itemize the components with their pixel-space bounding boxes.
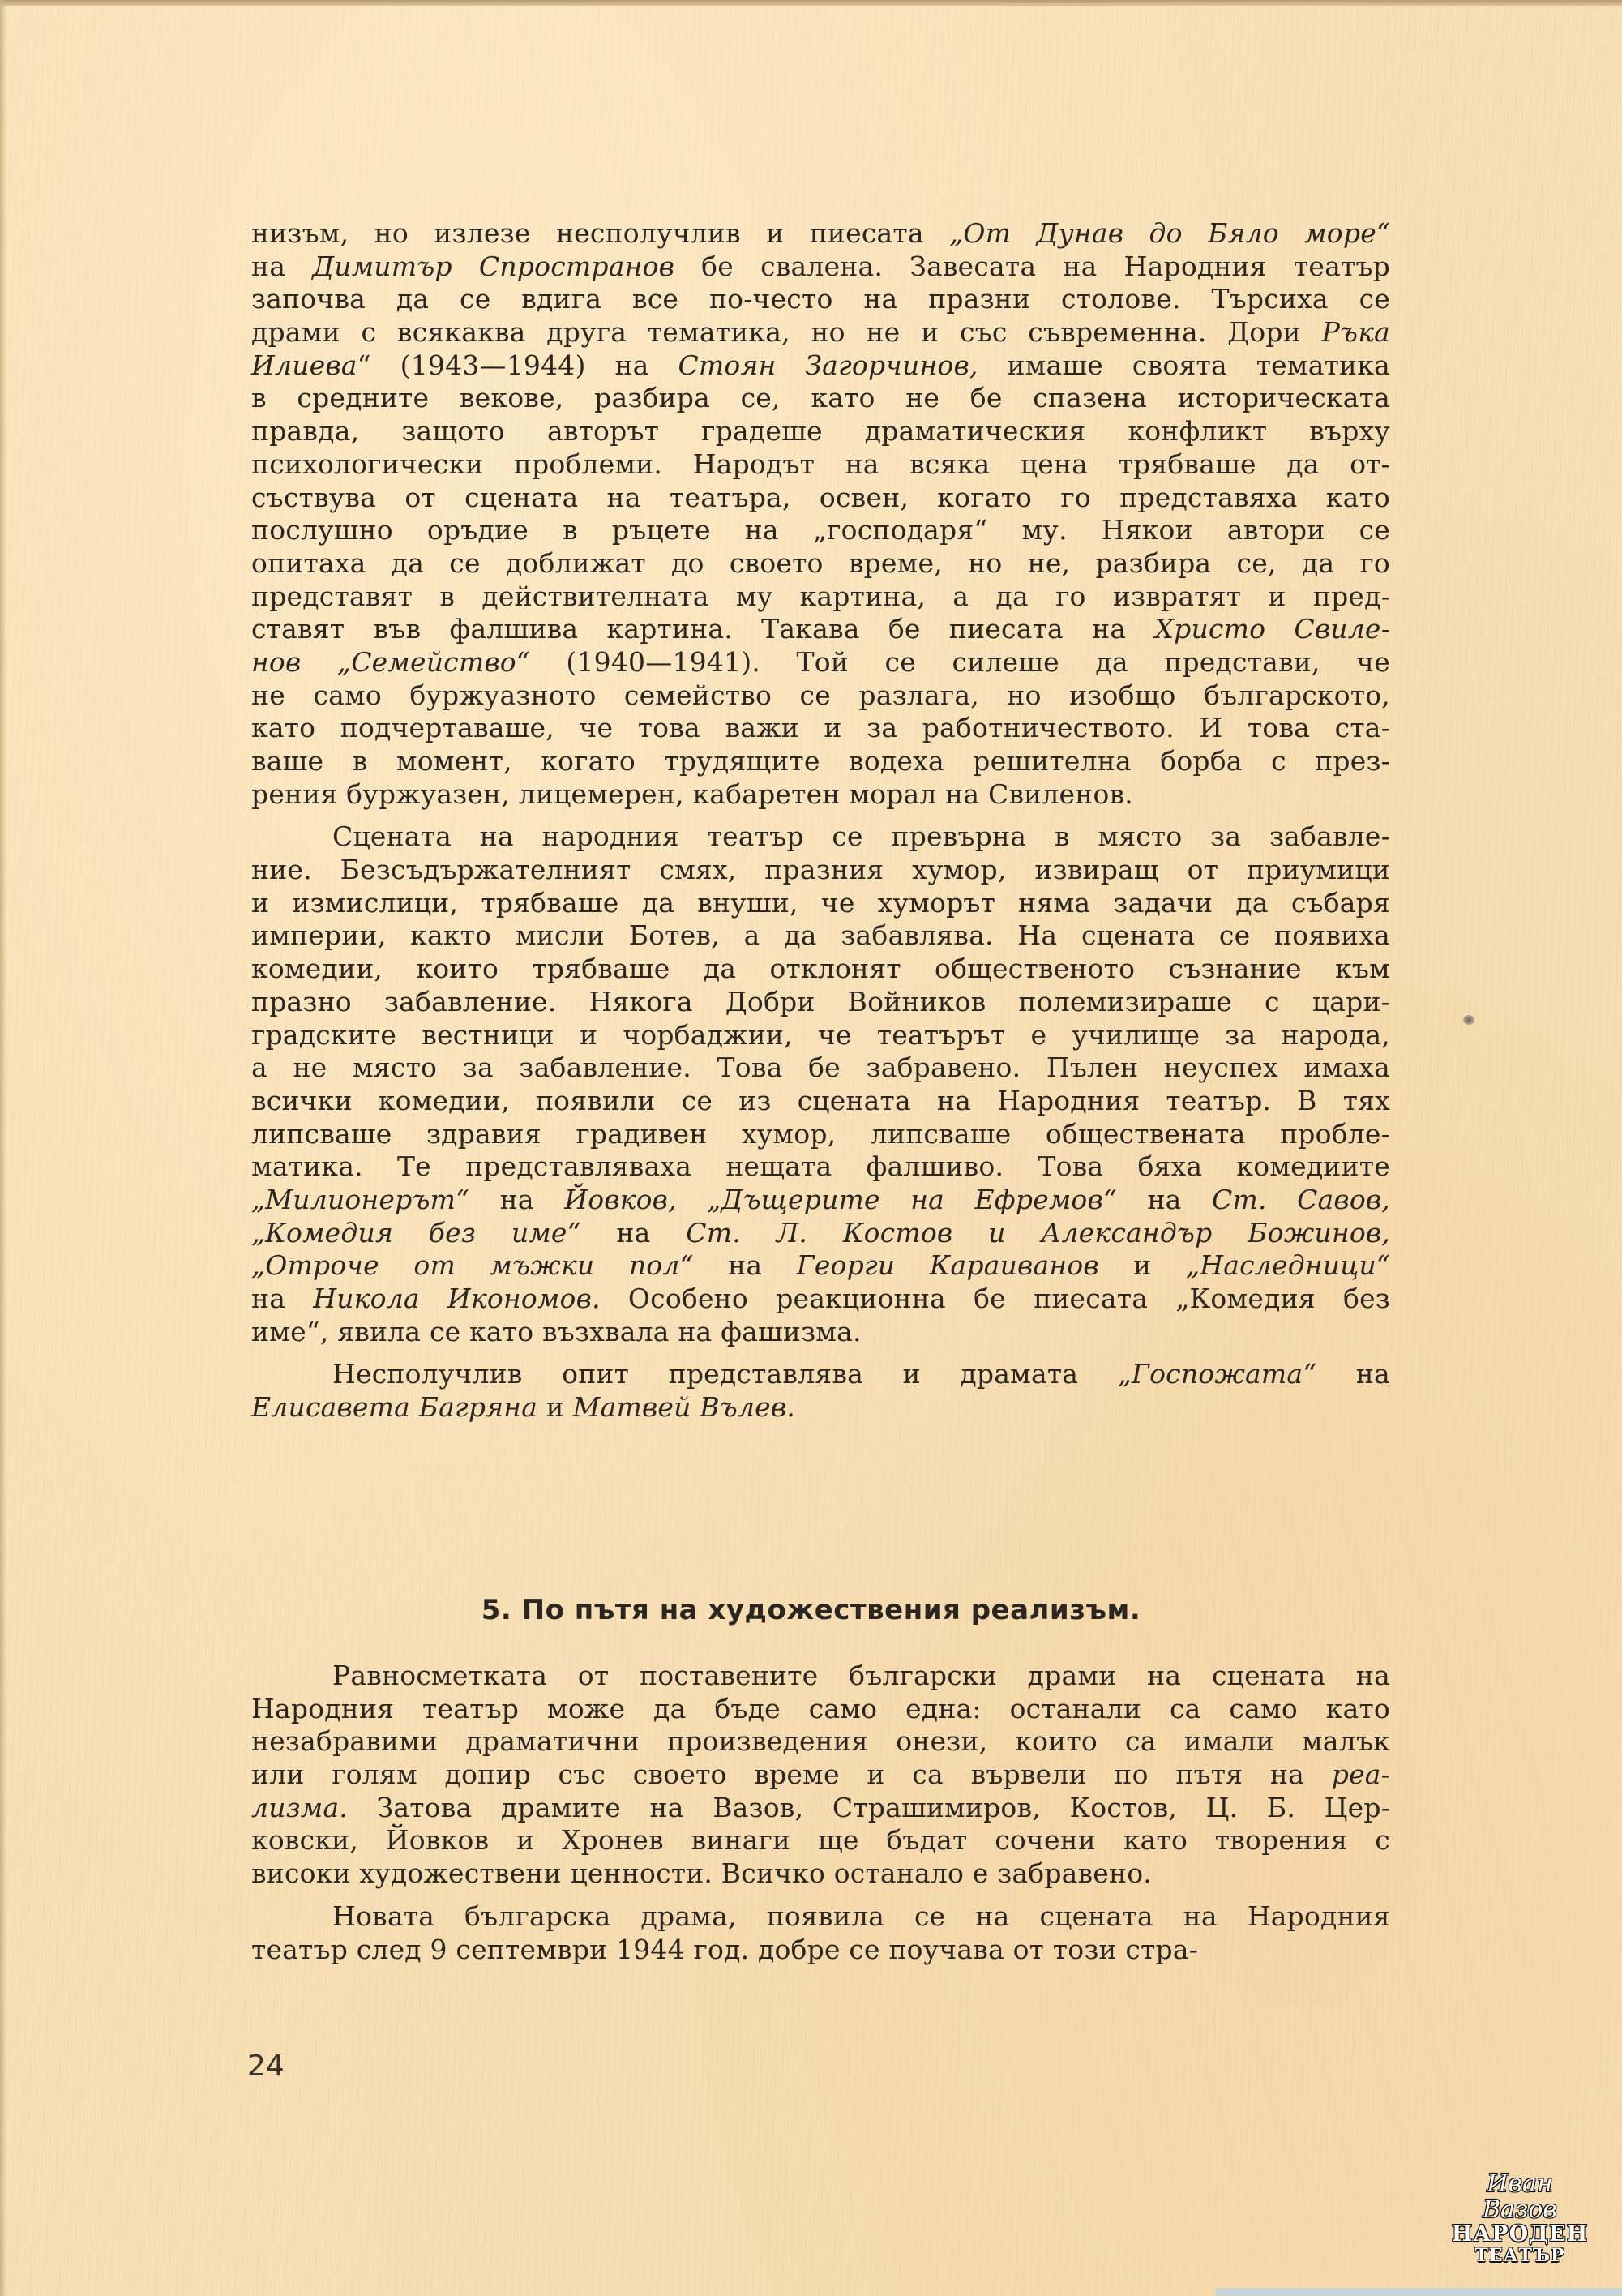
paragraph <box>251 217 1390 811</box>
italic-segment: „Отроче от мъжки пол“ <box>251 1249 694 1282</box>
text-line <box>251 1085 1390 1118</box>
italic-segment: Илиева <box>251 349 357 381</box>
logo-line-1: НАРОДЕН <box>1451 2221 1589 2247</box>
italic-segment: Ръка <box>1321 316 1390 349</box>
text-line <box>251 745 1390 778</box>
text-segment: (1940—1941). Той се силеше да представи, че <box>529 645 1390 678</box>
text-segment: високи художествени ценности. Всичко останало е забравено. <box>251 1857 1152 1890</box>
italic-segment: „Дъщерите на Ефремов“ <box>707 1183 1117 1215</box>
italic-segment: Георги Караиванов <box>796 1249 1099 1282</box>
page-number: 24 <box>247 2050 285 2083</box>
paragraph <box>251 1660 1390 1891</box>
italic-segment: „Комедия без име“ <box>251 1216 581 1249</box>
italic-segment: Матвей Вълев. <box>572 1391 795 1424</box>
text-segment: Народния театър може да бъде само една: останали са само като <box>251 1692 1390 1724</box>
text-segment: ваше в момент, когато трудящите водеха решителна борба с през- <box>251 745 1390 777</box>
text-segment: бе свалена. Завесата на Народния театър <box>674 250 1391 282</box>
italic-segment: „Наследници“ <box>1185 1249 1390 1282</box>
italic-segment: нов „Семейство“ <box>251 645 530 678</box>
text-line <box>251 613 1390 646</box>
text-segment: психологически проблеми. Народът на всяка цена трябваше да от- <box>251 448 1390 480</box>
text-segment: Особено реакционна бе пиесата „Комедия без <box>600 1283 1390 1314</box>
text-line <box>251 1857 1390 1891</box>
italic-segment: Ст. Савов, <box>1212 1183 1390 1215</box>
paper-speck <box>1463 1015 1474 1025</box>
text-segment: на <box>251 1283 314 1314</box>
italic-segment: „Госпожата“ <box>1117 1358 1317 1390</box>
text-segment: Новата българска драма, появила се на сцената на Народния <box>332 1900 1390 1932</box>
text-segment: липсваше здравия градивен хумор, липсваше обществената пробле- <box>251 1117 1390 1150</box>
text-line <box>251 1184 1390 1217</box>
text-line <box>251 482 1390 515</box>
text-line <box>251 1019 1390 1052</box>
text-line <box>251 1693 1390 1726</box>
text-line <box>251 953 1390 986</box>
text-segment: театър след 9 септември 1944 год. добре се поучава от този стра- <box>251 1933 1199 1965</box>
text-segment: имаше своята тематика <box>978 349 1391 381</box>
text-segment: незабравими драматични произведения онези, които са имали малък <box>251 1725 1390 1758</box>
text-line <box>251 1150 1390 1184</box>
text-segment: на <box>251 250 313 282</box>
text-line <box>251 1900 1390 1934</box>
text-segment: ние. Безсъдържателният смях, празния хумор, извиращ от приумици <box>251 854 1390 886</box>
text-segment: започва да се вдига все по-често на празни столове. Търсиха се <box>251 283 1390 315</box>
body-text-before-heading <box>251 217 1390 1424</box>
text-line <box>251 349 1390 383</box>
paragraph <box>251 1900 1390 1966</box>
text-segment: градските вестници и чорбаджии, че театърът е училище за народа, <box>251 1018 1390 1051</box>
paragraph-gap <box>251 1348 1390 1358</box>
text-line <box>251 1316 1390 1349</box>
text-line <box>251 712 1390 745</box>
text-segment: име“, явила се като възхвала на фашизма. <box>251 1315 862 1347</box>
text-line <box>251 854 1390 887</box>
national-theatre-logo <box>1451 2170 1589 2266</box>
italic-segment: Стоян Загорчинов, <box>678 349 978 381</box>
italic-segment: Димитър Спространов <box>312 250 674 282</box>
text-segment: комедии, които трябваше да отклонят общественото съзнание към <box>251 953 1390 985</box>
text-line <box>251 1725 1390 1758</box>
text-segment: низъм, но излезе несполучлив и пиесата <box>251 217 950 249</box>
text-line <box>251 1217 1390 1250</box>
text-segment: рения буржуазен, лицемерен, кабаретен морал на Свиленов. <box>251 777 1134 810</box>
text-line <box>251 820 1390 854</box>
page-left-edge <box>0 0 6 2296</box>
text-segment: ковски, Йовков и Хронев винаги ще бъдат сочени като творения с <box>251 1824 1390 1857</box>
paragraph <box>251 820 1390 1348</box>
page-top-edge <box>0 0 1622 6</box>
text-line <box>251 514 1390 547</box>
text-segment: ставят във фалшива картина. Такава бе пиесата на <box>251 613 1155 645</box>
text-segment: Несполучлив опит представлява и драмата <box>332 1358 1118 1390</box>
body-text-after-heading <box>251 1660 1390 1966</box>
text-segment: и измислици, трябваше да внуши, че хуморът няма задачи да събаря <box>251 886 1390 919</box>
text-line <box>251 382 1390 415</box>
text-segment: опитаха да се доближат до своето време, но не, разбира се, да го <box>251 546 1390 579</box>
text-segment: Затова драмите на Вазов, Страшимиров, Костов, Ц. Б. Цер- <box>348 1791 1390 1823</box>
logo-script: Иван Вазов <box>1483 2170 1557 2224</box>
text-segment: Равносметката от поставените български драми на сцената на <box>332 1660 1390 1691</box>
italic-segment: „От Дунав до Бяло море“ <box>949 217 1390 249</box>
text-segment: като подчертаваше, че това важи и за работничеството. И това ста- <box>251 712 1390 744</box>
text-line <box>251 887 1390 920</box>
text-segment: на <box>1116 1183 1212 1215</box>
text-line <box>251 646 1390 679</box>
text-segment: или голям допир със своето време и са вървели по пътя на <box>251 1758 1332 1791</box>
text-segment: “ (1943—1944) на <box>357 349 678 381</box>
italic-segment: „Милионерът“ <box>251 1183 470 1215</box>
text-line <box>251 1391 1390 1424</box>
italic-segment: Никола Икономов. <box>313 1283 601 1314</box>
logo-line-2: ТЕАТЪР <box>1474 2245 1565 2266</box>
text-line <box>251 316 1390 349</box>
text-segment: празно забавление. Някога Добри Войников полемизираше с цари- <box>251 985 1390 1017</box>
text-segment: не само буржуазното семейство се разлага, но изобщо българското, <box>251 679 1390 711</box>
text-line <box>251 547 1390 580</box>
text-line <box>251 919 1390 953</box>
text-line <box>251 1358 1390 1391</box>
italic-segment: Ст. Л. Костов и Александър Божинов, <box>686 1216 1390 1249</box>
text-segment: а не място за забавление. Това бе забравено. Пълен неуспех имаха <box>251 1052 1390 1084</box>
text-segment: представят в действителната му картина, а да го извратят и пред- <box>251 580 1390 612</box>
italic-segment: реа- <box>1331 1758 1390 1791</box>
text-segment: всички комедии, появили се из сцената на Народния театър. В тях <box>251 1084 1390 1116</box>
text-segment: правда, защото авторът градеше драматическия конфликт върху <box>251 415 1390 448</box>
text-segment: на <box>580 1216 687 1249</box>
text-segment: матика. Те представляваха нещата фалшиво. Това бяха комедиите <box>251 1150 1390 1183</box>
text-segment: и <box>537 1391 573 1424</box>
text-line <box>251 679 1390 713</box>
text-line <box>251 986 1390 1019</box>
text-line <box>251 251 1390 284</box>
text-line <box>251 415 1390 448</box>
italic-segment: Елисавета Багряна <box>251 1391 538 1424</box>
section-heading: 5. По пътя на художествения реализъм. <box>481 1594 1141 1626</box>
italic-segment: Йовков, <box>564 1183 677 1215</box>
text-line <box>251 283 1390 316</box>
text-line <box>251 1283 1390 1316</box>
text-line <box>251 1934 1390 1967</box>
paragraph-gap <box>251 1891 1390 1900</box>
text-line <box>251 1758 1390 1792</box>
text-line <box>251 1052 1390 1085</box>
text-line <box>251 1792 1390 1825</box>
text-segment: империи, както мисли Ботев, а да забавлява. На сцената се появиха <box>251 919 1390 952</box>
paragraph-gap <box>251 811 1390 820</box>
paragraph <box>251 1358 1390 1424</box>
text-segment: и <box>1098 1249 1186 1282</box>
text-segment <box>677 1184 707 1215</box>
text-line <box>251 1249 1390 1283</box>
text-line <box>251 217 1390 251</box>
text-segment: Сцената на народния театър се превърна в място за забавле- <box>332 820 1390 853</box>
text-segment: драми с всякаква друга тематика, но не и със съвременна. Дори <box>251 316 1322 349</box>
scan-bottom-strip <box>1216 2288 1622 2296</box>
text-segment: съствува от сцената на театъра, освен, когато го представяха като <box>251 481 1390 513</box>
text-line <box>251 580 1390 614</box>
italic-segment: лизма. <box>251 1791 348 1823</box>
italic-segment: Христо Свиле- <box>1154 613 1390 645</box>
text-segment: на <box>469 1183 565 1215</box>
text-line <box>251 1660 1390 1693</box>
text-segment: послушно оръдие в ръцете на „господаря“ му. Някои автори се <box>251 514 1390 546</box>
text-line <box>251 778 1390 812</box>
text-line <box>251 1118 1390 1151</box>
text-segment: в средните векове, разбира се, като не бе спазена историческата <box>251 382 1390 414</box>
text-segment: на <box>1316 1358 1390 1390</box>
text-line <box>251 1824 1390 1857</box>
text-segment: на <box>693 1249 797 1282</box>
text-line <box>251 448 1390 482</box>
